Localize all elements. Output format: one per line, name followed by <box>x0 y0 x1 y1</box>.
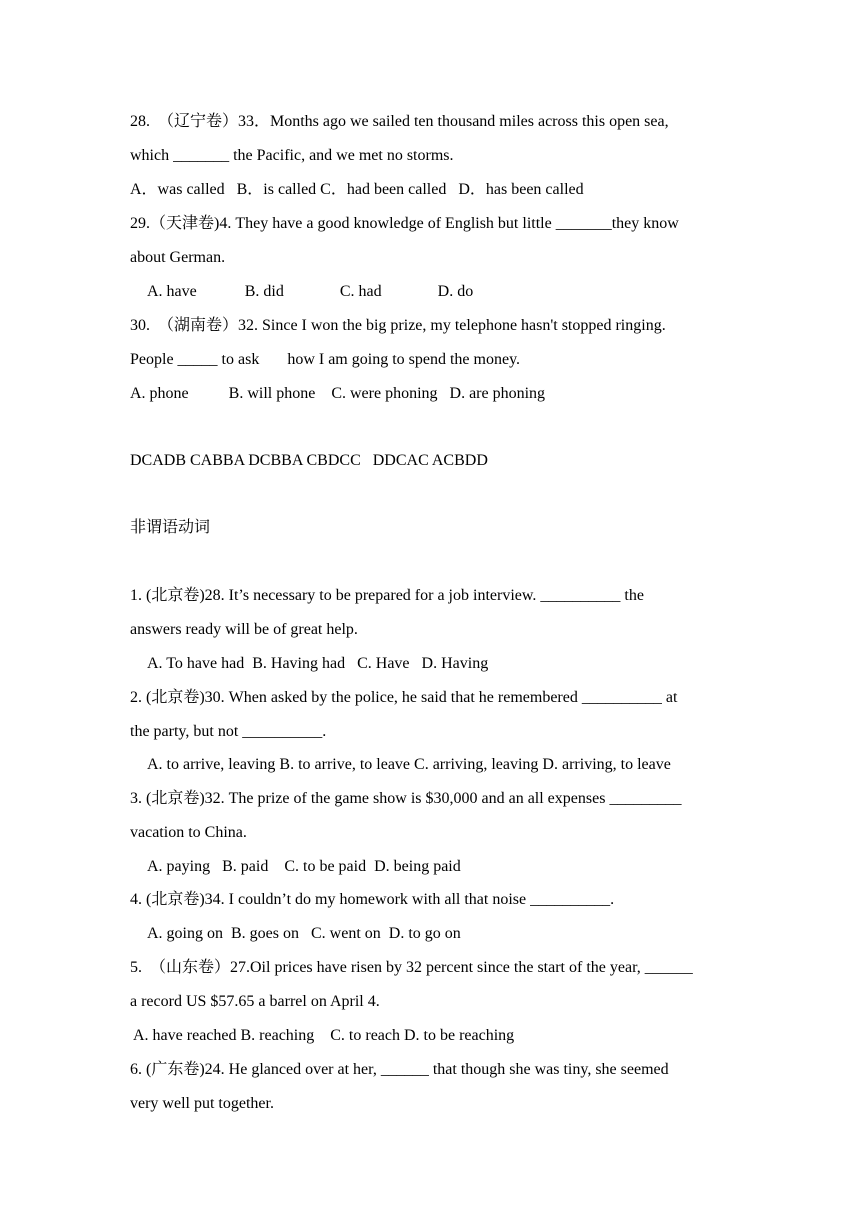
question-3-line-1: 3. (北京卷)32. The prize of the game show is $30,000 and an all expenses _________ <box>130 790 682 807</box>
question-3-line-2: vacation to China. <box>130 824 247 841</box>
question-6-line-2: very well put together. <box>130 1095 274 1112</box>
question-28-line-1: 28. （辽宁卷）33．Months ago we sailed ten thousand miles across this open sea, <box>130 113 669 130</box>
question-1-line-1: 1. (北京卷)28. It’s necessary to be prepared for a job interview. __________ the <box>130 587 644 604</box>
question-29-line-1: 29.（天津卷)4. They have a good knowledge of English but little _______they know <box>130 215 679 232</box>
question-30-line-1: 30. （湖南卷）32. Since I won the big prize, my telephone hasn't stopped ringing. <box>130 317 666 334</box>
question-29-line-2: about German. <box>130 249 226 266</box>
question-5-line-2: a record US $57.65 a barrel on April 4. <box>130 993 380 1010</box>
question-30-line-2: People _____ to ask how I am going to spend the money. <box>130 351 521 368</box>
question-1-options: A. To have had B. Having had C. Have D. Having <box>147 655 489 672</box>
answer-key: DCADB CABBA DCBBA CBDCC DDCAC ACBDD <box>130 452 488 469</box>
section-heading: 非谓语动词 <box>130 519 211 536</box>
question-4-line-1: 4. (北京卷)34. I couldn’t do my homework with all that noise __________. <box>130 891 615 908</box>
question-28-line-2: which _______ the Pacific, and we met no storms. <box>130 147 454 164</box>
question-1-line-2: answers ready will be of great help. <box>130 621 358 638</box>
question-28-options: A．was called B．is called C．had been called D．has been called <box>130 181 584 198</box>
question-6-line-1: 6. (广东卷)24. He glanced over at her, ______ that though she was tiny, she seemed <box>130 1061 669 1078</box>
question-5-line-1: 5. （山东卷）27.Oil prices have risen by 32 percent since the start of the year, ______ <box>130 959 693 976</box>
question-5-options: A. have reached B. reaching C. to reach D. to be reaching <box>133 1027 515 1044</box>
question-29-options: A. have B. did C. had D. do <box>147 283 474 300</box>
question-3-options: A. paying B. paid C. to be paid D. being paid <box>147 858 461 875</box>
question-2-line-1: 2. (北京卷)30. When asked by the police, he said that he remembered __________ at <box>130 689 678 706</box>
question-30-options: A. phone B. will phone C. were phoning D. are phoning <box>130 385 546 402</box>
question-2-options: A. to arrive, leaving B. to arrive, to leave C. arriving, leaving D. arriving, to leave <box>147 756 671 773</box>
question-2-line-2: the party, but not __________. <box>130 723 327 740</box>
question-4-options: A. going on B. goes on C. went on D. to go on <box>147 925 461 942</box>
